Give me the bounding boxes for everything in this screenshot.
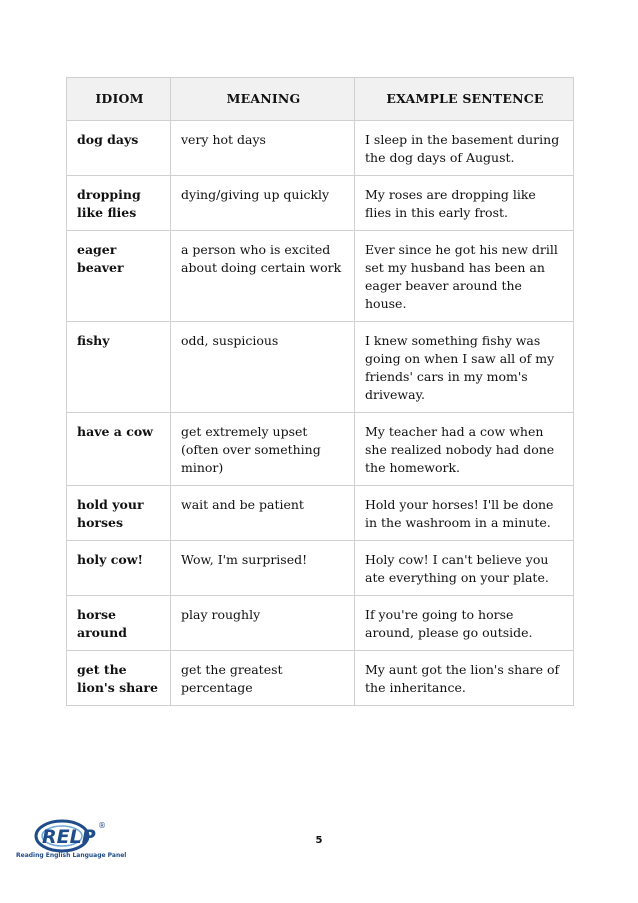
header-example-sentence: EXAMPLE SENTENCE xyxy=(355,78,574,121)
page-number: 5 xyxy=(315,835,323,846)
example-cell: I sleep in the basement during the dog days of August. xyxy=(355,121,574,176)
logo-registered-mark: ® xyxy=(98,821,106,830)
meaning-cell: play roughly xyxy=(171,596,355,651)
table-row xyxy=(67,176,574,231)
meaning-cell: Wow, I'm surprised! xyxy=(171,541,355,596)
idiom-cell: horse around xyxy=(67,596,171,651)
idiom-cell: dog days xyxy=(67,121,171,176)
meaning-cell: dying/giving up quickly xyxy=(171,176,355,231)
table-row xyxy=(67,231,574,322)
logo-tagline: Reading English Language Panel xyxy=(16,852,127,859)
example-cell: Ever since he got his new drill set my husband has been an eager beaver around the house. xyxy=(355,231,574,322)
logo-text: RELP xyxy=(42,826,96,848)
idiom-cell: eager beaver xyxy=(67,231,171,322)
idiom-cell: dropping like flies xyxy=(67,176,171,231)
meaning-cell: get extremely upset (often over something minor) xyxy=(171,413,355,486)
example-cell: If you're going to horse around, please go outside. xyxy=(355,596,574,651)
table-row xyxy=(67,541,574,596)
table-row xyxy=(67,486,574,541)
table-row xyxy=(67,413,574,486)
meaning-cell: very hot days xyxy=(171,121,355,176)
example-cell: Hold your horses! I'll be done in the washroom in a minute. xyxy=(355,486,574,541)
meaning-cell: wait and be patient xyxy=(171,486,355,541)
meaning-cell: get the greatest percentage xyxy=(171,651,355,706)
header-idiom: IDIOM xyxy=(67,78,171,121)
idiom-table xyxy=(66,77,574,706)
table-row xyxy=(67,322,574,413)
header-meaning: MEANING xyxy=(171,78,355,121)
example-cell: My teacher had a cow when she realized nobody had done the homework. xyxy=(355,413,574,486)
example-cell: Holy cow! I can't believe you ate everything on your plate. xyxy=(355,541,574,596)
example-cell: My roses are dropping like flies in this early frost. xyxy=(355,176,574,231)
idiom-cell: holy cow! xyxy=(67,541,171,596)
idiom-cell: hold your horses xyxy=(67,486,171,541)
meaning-cell: odd, suspicious xyxy=(171,322,355,413)
idiom-cell: fishy xyxy=(67,322,171,413)
example-cell: My aunt got the lion's share of the inheritance. xyxy=(355,651,574,706)
meaning-cell: a person who is excited about doing certain work xyxy=(171,231,355,322)
example-cell: I knew something fishy was going on when I saw all of my friends' cars in my mom's driveway. xyxy=(355,322,574,413)
idiom-cell: get the lion's share xyxy=(67,651,171,706)
table-row xyxy=(67,651,574,706)
table-header-row xyxy=(67,78,574,121)
idiom-cell: have a cow xyxy=(67,413,171,486)
table-row xyxy=(67,121,574,176)
table-row xyxy=(67,596,574,651)
